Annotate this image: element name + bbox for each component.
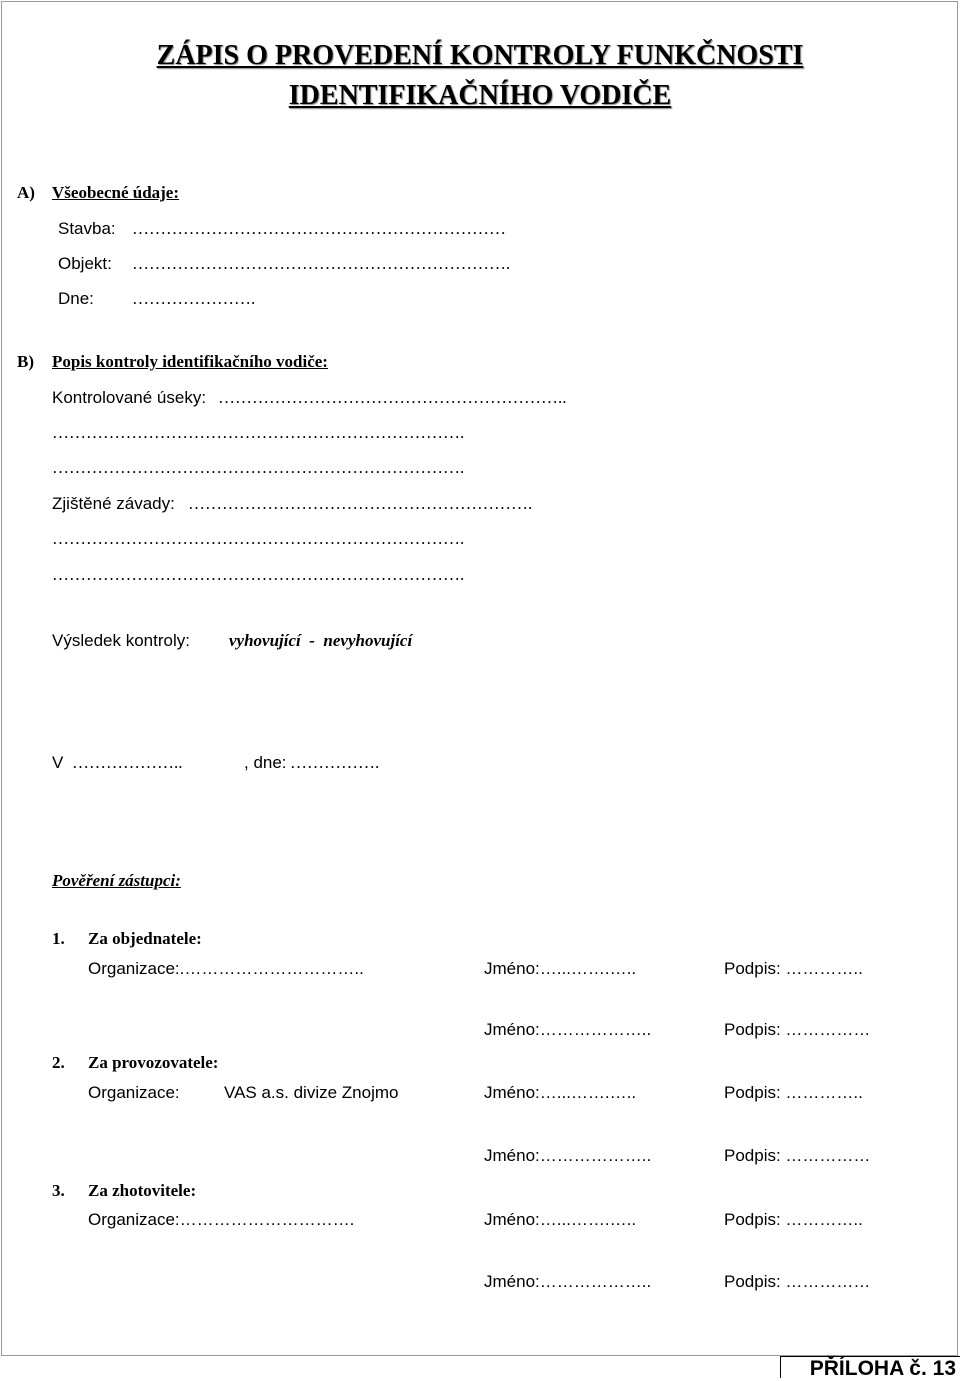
document-title-line1: ZÁPIS O PROVEDENÍ KONTROLY FUNKČNOSTI (156, 40, 804, 71)
delegate-2-signature-field-2[interactable]: Podpis: …………… (724, 1146, 871, 1165)
delegate-1-name-field-1[interactable]: Jméno:…...…….….. (484, 959, 637, 978)
zjistene-zavady-label: Zjištěné závady: (52, 494, 175, 513)
date-label: , dne: (244, 753, 287, 772)
delegate-3-number: 3. (52, 1181, 65, 1200)
place-field[interactable]: ……………….. (72, 753, 183, 772)
delegate-1-signature-field-2[interactable]: Podpis: …………… (724, 1020, 871, 1039)
vysledek-kontroly-options[interactable]: vyhovující - nevyhovující (229, 631, 413, 650)
delegate-2-signature-field-1[interactable]: Podpis: ………….. (724, 1083, 863, 1102)
section-b-heading: Popis kontroly identifikačního vodiče: (52, 352, 328, 371)
delegates-heading: Pověření zástupci: (52, 871, 181, 890)
delegate-1-signature-field-1[interactable]: Podpis: ………….. (724, 959, 863, 978)
objekt-field[interactable]: …………………………………………………………. (132, 254, 511, 273)
zjistene-zavady-field[interactable]: ……………………………………………………. (188, 494, 533, 513)
dne-label: Dne: (58, 289, 94, 308)
kontrolovane-useky-line-3[interactable]: ………………………………………………………………. (52, 458, 465, 477)
delegate-3-title: Za zhotovitele: (88, 1181, 197, 1200)
delegate-3-name-field-2[interactable]: Jméno:……………….. (484, 1272, 652, 1291)
section-b-marker: B) (17, 352, 34, 371)
delegate-3-organization-field[interactable]: Organizace:…………………………. (88, 1210, 355, 1229)
delegate-3-signature-field-2[interactable]: Podpis: …………… (724, 1272, 871, 1291)
kontrolovane-useky-field[interactable]: …………………………………………………….. (218, 388, 567, 407)
delegate-2-organization-label: Organizace: (88, 1083, 180, 1102)
zjistene-zavady-line-2[interactable]: ………………………………………………………………. (52, 529, 465, 548)
delegate-1-name-field-2[interactable]: Jméno:……………….. (484, 1020, 652, 1039)
delegate-1-organization-field[interactable]: Organizace:.………………………….. (88, 959, 364, 978)
delegate-2-number: 2. (52, 1053, 65, 1072)
kontrolovane-useky-line-2[interactable]: ………………………………………………………………. (52, 423, 465, 442)
vysledek-kontroly-label: Výsledek kontroly: (52, 631, 190, 650)
dne-field[interactable]: …………………. (132, 289, 256, 308)
document-title-line2: IDENTIFIKAČNÍHO VODIČE (288, 80, 672, 111)
delegate-2-title: Za provozovatele: (88, 1053, 219, 1072)
delegate-3-name-field-1[interactable]: Jméno:…...…….….. (484, 1210, 637, 1229)
zjistene-zavady-line-3[interactable]: ………………………………………………………………. (52, 565, 465, 584)
annex-label: PŘÍLOHA č. 13 (780, 1356, 960, 1378)
stavba-field[interactable]: ………………………………………………………… (132, 219, 506, 238)
delegate-3-signature-field-1[interactable]: Podpis: ………….. (724, 1210, 863, 1229)
section-a-heading: Všeobecné údaje: (52, 183, 180, 202)
place-label: V (52, 753, 64, 772)
delegate-1-title: Za objednatele: (88, 929, 202, 948)
delegate-2-name-field-1[interactable]: Jméno:…...…….….. (484, 1083, 637, 1102)
delegate-1-number: 1. (52, 929, 65, 948)
date-field[interactable]: ……………. (290, 753, 380, 772)
kontrolovane-useky-label: Kontrolované úseky: (52, 388, 207, 407)
delegate-2-name-field-2[interactable]: Jméno:……………….. (484, 1146, 652, 1165)
section-a-marker: A) (17, 183, 35, 202)
delegate-2-organization-value: VAS a.s. divize Znojmo (224, 1083, 399, 1102)
objekt-label: Objekt: (58, 254, 112, 273)
stavba-label: Stavba: (58, 219, 116, 238)
